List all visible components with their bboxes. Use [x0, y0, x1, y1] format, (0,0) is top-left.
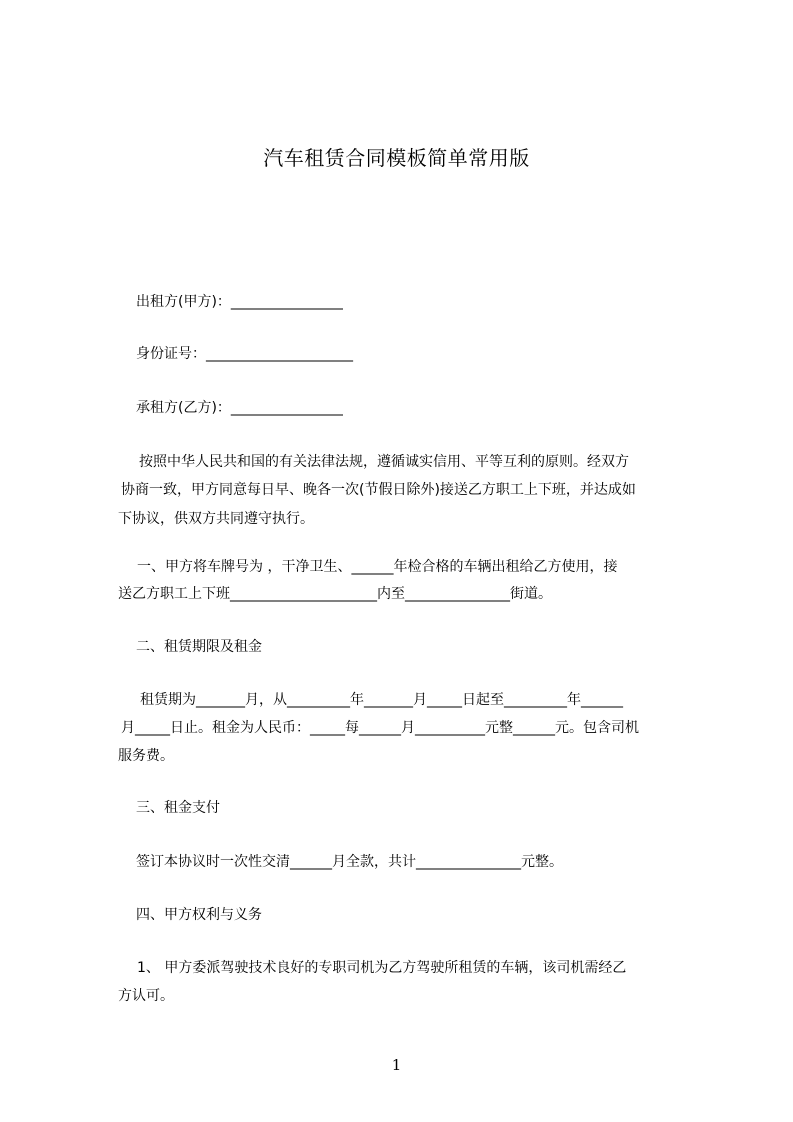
clause-line: 服务费。: [118, 748, 174, 764]
lessor-field: 出租方(甲方)：________________: [136, 294, 343, 310]
clause-line: 一、甲方将车牌号为 ，干净卫生、______年检合格的车辆出租给乙方使用，接: [137, 559, 618, 575]
intro-line: 协商一致，甲方同意每日早、晚各一次(节假日除外)接送乙方职工上下班，并达成如: [121, 482, 636, 498]
page-number: 1: [391, 1056, 402, 1074]
document-title: 汽车租赁合同模板简单常用版: [263, 146, 530, 170]
lessee-field: 承租方(乙方)：________________: [136, 400, 343, 416]
intro-line: 按照中华人民共和国的有关法律法规，遵循诚实信用、平等互利的原则。经双方: [139, 454, 629, 470]
clause-2-heading: 二、租赁期限及租金: [136, 639, 262, 655]
clause-3-heading: 三、租金支付: [136, 800, 220, 816]
clause-line: 1、 甲方委派驾驶技术良好的专职司机为乙方驾驶所租赁的车辆，该司机需经乙: [137, 960, 627, 976]
clause-4-heading: 四、甲方权利与义务: [136, 907, 262, 923]
clause-line: 月_____日止。租金为人民币：_____每______月__________元整______元。包含司机: [121, 720, 639, 736]
clause-line: 租赁期为_______月，从_________年_______月_____日起至_________年______: [140, 692, 623, 708]
clause-line: 送乙方职工上下班_____________________内至_______________街道。: [118, 586, 552, 602]
id-number-field: 身份证号：_____________________: [136, 346, 353, 362]
clause-line: 方认可。: [118, 988, 174, 1004]
intro-line: 下协议，供双方共同遵守执行。: [118, 511, 314, 527]
clause-3-body: 签订本协议时一次性交清______月全款，共计_______________元整。: [136, 854, 563, 870]
